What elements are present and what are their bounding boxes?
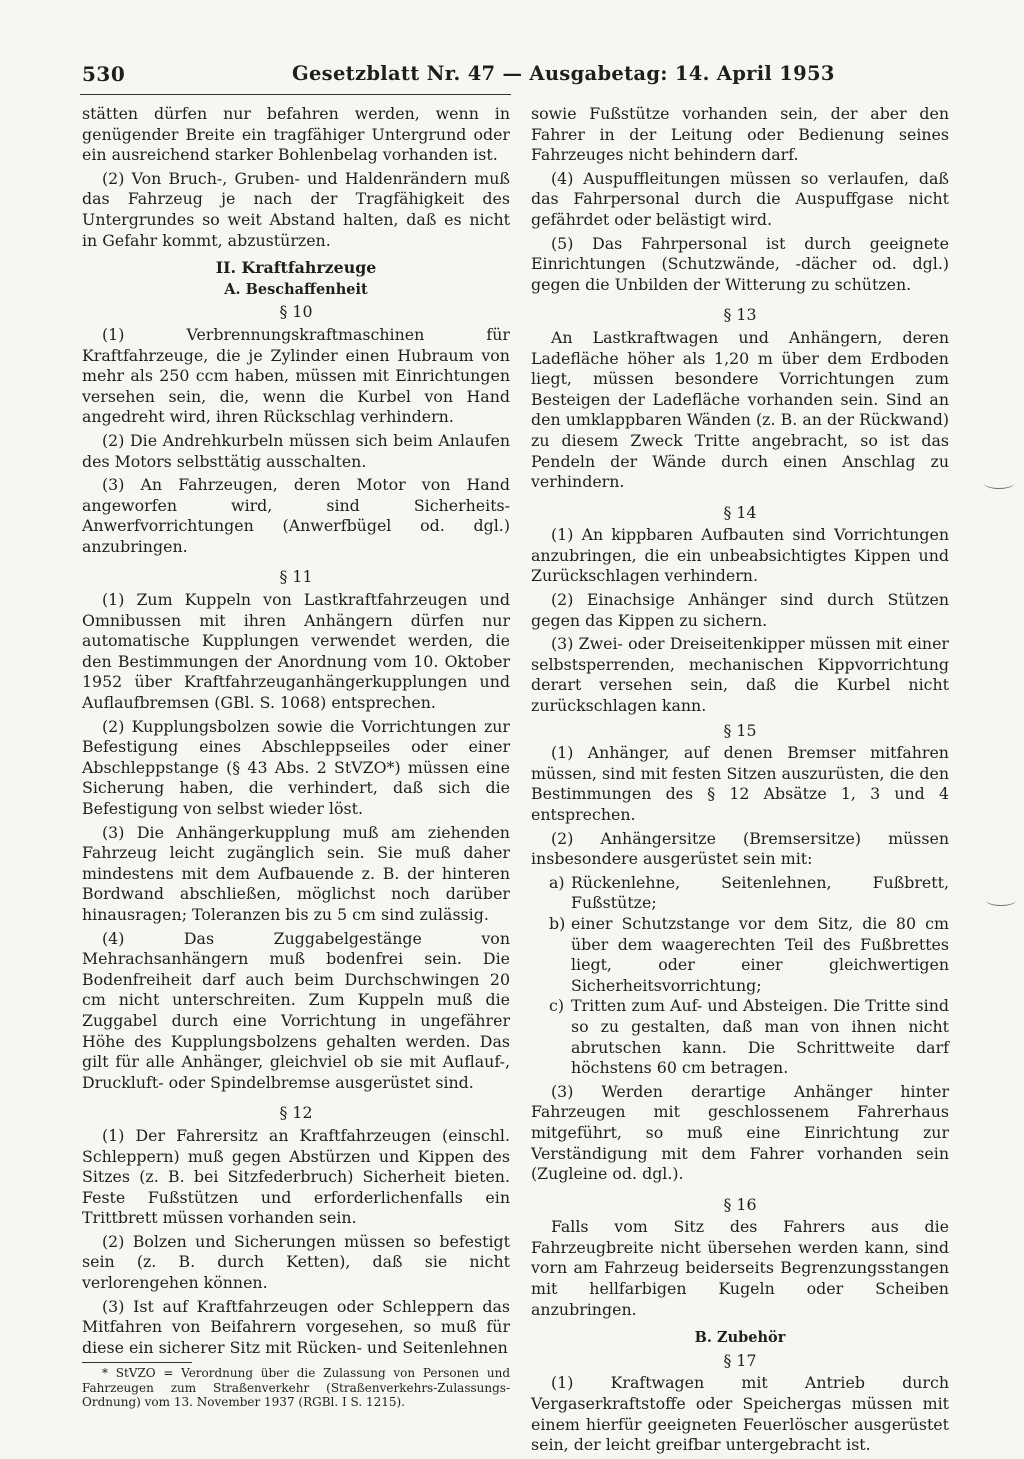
list-item-marker: a) — [549, 872, 565, 892]
section-number: § 15 — [723, 720, 757, 740]
list-item-text: einer Schutzstange vor dem Sitz, die 80 cm über dem waagerechten Teil des Fußbrettes liegt, oder einer gleichwertigen Sicherheitsvorrichtung; — [571, 913, 949, 995]
item-list — [531, 873, 949, 1079]
footnote-divider — [82, 1362, 192, 1363]
paragraph: (3) Werden derartige Anhänger hinter Fahrzeugen mit geschlossenem Fahrerhaus mitgeführt, so muß eine Einrichtung zur Verständigung mit dem Fahrer vorhanden sein (Zugleine od. dgl.). — [531, 1081, 949, 1184]
list-item — [531, 914, 949, 996]
paragraph: (3) An Fahrzeugen, deren Motor von Hand angeworfen wird, sind Sicherheits-Anwerfvorrichtungen (Anwerfbügel od. dgl.) anzubringen. — [82, 475, 510, 556]
margin-mark — [984, 478, 1014, 489]
subsection-heading: B. Zubehör — [694, 1329, 786, 1347]
section-number: § 14 — [723, 502, 757, 522]
paragraph: (4) Das Zuggabelgestänge von Mehrachsanhängern muß bodenfrei sein. Die Bodenfreiheit darf auch beim Durchschwingen 20 cm nicht unterschreiten. Zum Kuppeln muß die Zuggabel durch eine Vorrichtung in ungefährer Höhe des Kupplungsbolzens gehalten werden. Das gilt für alle Anhänger, gleichviel ob sie mit Auflauf-, Druckluft- oder Spindelbremse ausgerüstet sind. — [82, 928, 510, 1092]
section-number: § 12 — [279, 1103, 313, 1123]
paragraph: (5) Das Fahrpersonal ist durch geeignete Einrichtungen (Schutzwände, -dächer od. dgl.) gegen die Unbilden der Witterung zu schützen. — [531, 233, 949, 294]
paragraph: (1) Verbrennungskraftmaschinen für Kraftfahrzeuge, die je Zylinder einen Hubraum von mehr als 250 ccm haben, müssen mit Einrichtungen versehen sein, die, wenn die Kurbel von Hand angedreht wird, ihren Rückschlag verhindern. — [82, 324, 510, 427]
page-title: Gesetzblatt Nr. 47 — Ausgabetag: 14. April 1953 — [292, 62, 835, 85]
section-number: § 13 — [723, 305, 757, 325]
paragraph: (3) Ist auf Kraftfahrzeugen oder Schleppern das Mitfahren von Beifahrern vorgesehen, so muß für diese ein sicherer Sitz mit Rücken- und Seitenlehnen — [82, 1296, 510, 1357]
page-number: 530 — [82, 62, 126, 86]
paragraph: (2) Bolzen und Sicherungen müssen so befestigt sein (z. B. durch Ketten), daß sie nicht verlorengehen können. — [82, 1231, 510, 1293]
section-number: § 11 — [279, 567, 313, 587]
left-column — [82, 104, 510, 1413]
paragraph: (2) Die Andrehkurbeln müssen sich beim Anlaufen des Motors selbsttätig ausschalten. — [82, 430, 510, 471]
header-divider — [80, 94, 511, 95]
list-item — [531, 996, 949, 1078]
paragraph: (2) Von Bruch-, Gruben- und Haldenrändern muß das Fahrzeug je nach der Tragfähigkeit des Untergrundes so weit Abstand halten, daß es nicht in Gefahr kommt, abzustürzen. — [82, 168, 510, 250]
paragraph: (3) Die Anhängerkupplung muß am ziehenden Fahrzeug leicht zugänglich sein. Sie muß daher mindestens mit dem Aufbauende z. B. der hinteren Bordwand abschließen, möglichst noch darüber hinausragen; Toleranzen bis zu 5 cm sind zulässig. — [82, 822, 510, 924]
paragraph: (2) Einachsige Anhänger sind durch Stützen gegen das Kippen zu sichern. — [531, 590, 949, 630]
section-number: § 10 — [279, 302, 313, 322]
section-heading: II. Kraftfahrzeuge — [215, 258, 377, 278]
paragraph: Falls vom Sitz des Fahrers aus die Fahrzeugbreite nicht übersehen werden kann, sind vorn am Fahrzeug beiderseits Begrenzungsstangen mit hellfarbigen Kugeln oder Scheiben anzubringen. — [531, 1217, 949, 1319]
paragraph: (1) An kippbaren Aufbauten sind Vorrichtungen anzubringen, die ein unbeabsichtigtes Kippen und Zurückschlagen verhindern. — [531, 525, 949, 586]
paragraph: (1) Kraftwagen mit Antrieb durch Vergaserkraftstoffe oder Speichergas müssen mit einem hierfür geeigneten Feuerlöscher ausgerüstet sein, der leicht greifbar untergebracht ist. — [531, 1373, 949, 1455]
paragraph: (1) Anhänger, auf denen Bremser mitfahren müssen, sind mit festen Sitzen auszurüsten, die den Bestimmungen des § 12 Absätze 1, 3 und 4 entsprechen. — [531, 743, 949, 824]
paragraph: An Lastkraftwagen und Anhängern, deren Ladefläche höher als 1,20 m über dem Erdboden liegt, müssen besondere Vorrichtungen zum Besteigen der Ladefläche vorhanden sein. Sind an den umklappbaren Wänden (z. B. an der Rückwand) zu diesem Zweck Tritte angebracht, so ist das Pendeln der Wände durch einen Anschlag zu verhindern. — [531, 327, 949, 492]
list-item-marker: b) — [549, 913, 566, 933]
subsection-heading: A. Beschaffenheit — [224, 280, 368, 298]
list-item-text: Rückenlehne, Seitenlehnen, Fußbrett, Fußstütze; — [571, 872, 949, 913]
paragraph: (3) Zwei- oder Dreiseitenkipper müssen mit einer selbstsperrenden, mechanischen Kippvorrichtung derart versehen sein, daß die Kurbel nicht zurückschlagen kann. — [531, 634, 949, 716]
section-number: § 16 — [723, 1194, 757, 1214]
right-column — [531, 104, 949, 1459]
section-number: § 17 — [723, 1350, 757, 1370]
paragraph: (4) Auspuffleitungen müssen so verlaufen, daß das Fahrpersonal durch die Auspuffgase nicht gefährdet oder belästigt wird. — [531, 168, 949, 229]
margin-mark — [986, 895, 1016, 906]
paragraph: stätten dürfen nur befahren werden, wenn in genügender Breite ein tragfähiger Untergrund oder ein ausreichend starker Bohlenbelag vorhanden ist. — [82, 104, 510, 165]
paragraph: sowie Fußstütze vorhanden sein, der aber den Fahrer in der Leitung oder Bedienung seines Fahrzeuges nicht behindern darf. — [531, 104, 949, 165]
list-item — [531, 873, 949, 914]
list-item-text: Tritten zum Auf- und Absteigen. Die Tritte sind so zu gestalten, daß man von ihnen nicht abrutschen kann. Die Schrittweite darf höchstens 60 cm betragen. — [571, 996, 949, 1078]
paragraph: (1) Der Fahrersitz an Kraftfahrzeugen (einschl. Schleppern) muß gegen Abstürzen und Kippen des Sitzes (z. B. bei Sitzfederbruch) Sicherheit bieten. Feste Fußstützen und erforderlichenfalls ein Trittbrett müssen vorhanden sein. — [82, 1125, 510, 1228]
paragraph: (2) Kupplungsbolzen sowie die Vorrichtungen zur Befestigung eines Abschleppseiles oder einer Abschleppstange (§ 43 Abs. 2 StVZO*) müssen eine Sicherung haben, die verhindert, daß sich die Befestigung von selbst wieder löst. — [82, 716, 510, 818]
footnote: * StVZO = Verordnung über die Zulassung von Personen und Fahrzeugen zum Straßenverkehr (Straßenverkehrs-Zulassungs-Ordnung) vom 13. November 1937 (RGBl. I S. 1215). — [82, 1366, 510, 1410]
paragraph: (2) Anhängersitze (Bremsersitze) müssen insbesondere ausgerüstet sein mit: — [531, 828, 949, 869]
paragraph: (1) Zum Kuppeln von Lastkraftfahrzeugen und Omnibussen mit ihren Anhängern dürfen nur automatische Kupplungen verwendet werden, die den Bestimmungen der Anordnung vom 10. Oktober 1952 über Kraftfahrzeuganhängerkupplungen und Auflaufbremsen (GBl. S. 1068) entsprechen. — [82, 590, 510, 713]
list-item-marker: c) — [549, 996, 565, 1016]
